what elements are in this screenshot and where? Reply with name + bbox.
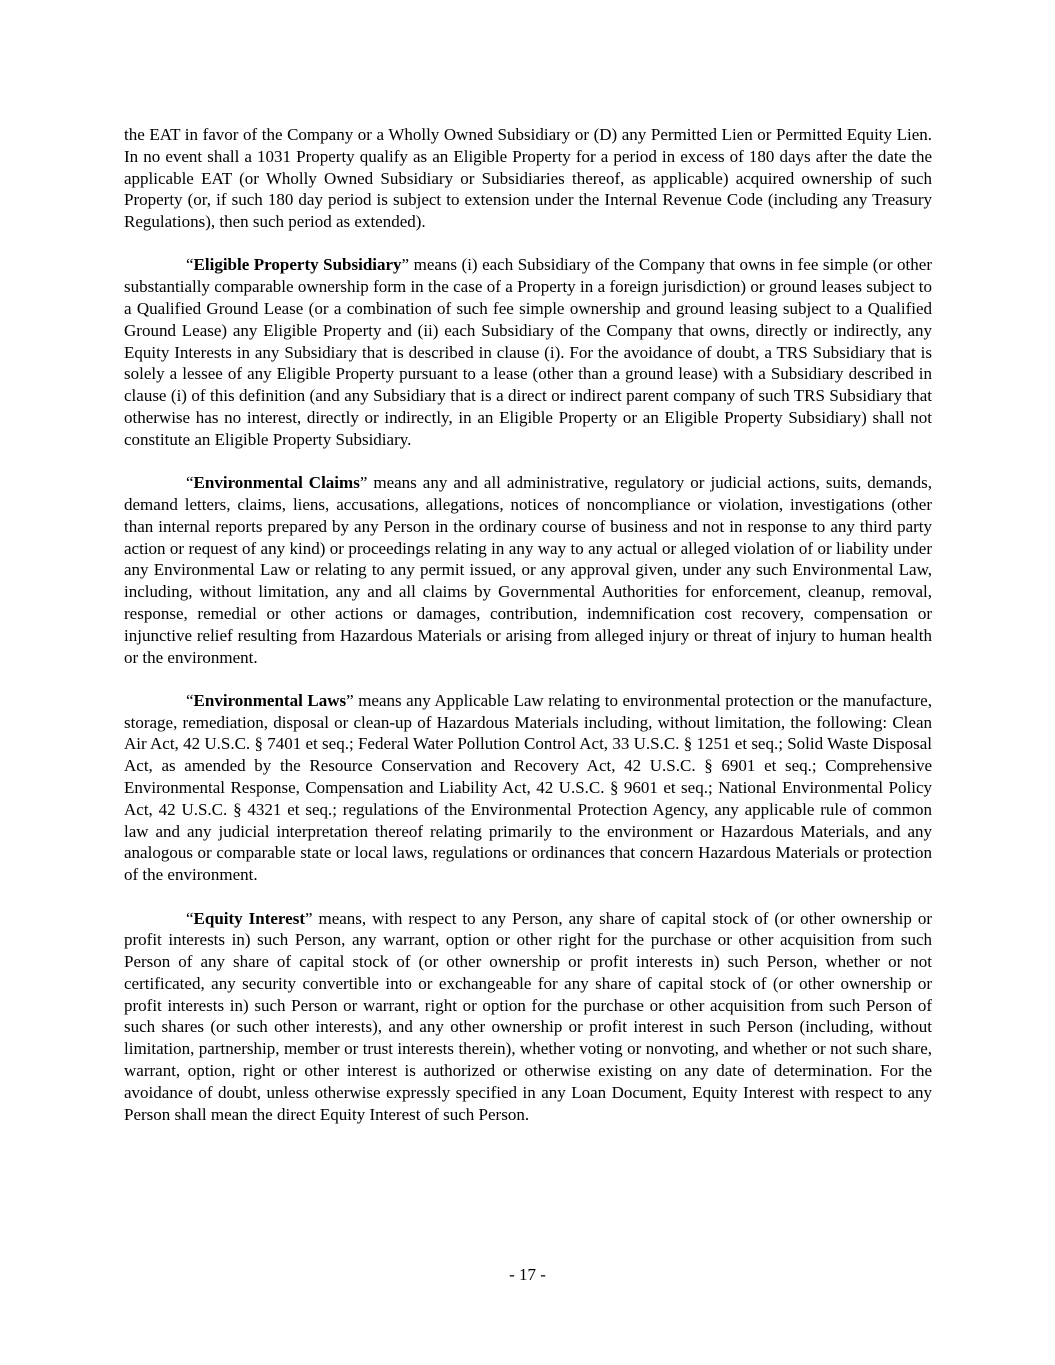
document-body bbox=[124, 124, 932, 1147]
definition-text: ” means any and all administrative, regulatory or judicial actions, suits, demands, demand letters, claims, liens, accusations, allegations, notices of noncompliance or violation, investigations (other than internal reports prepared by any Person in the ordinary course of business and not in response to any third party action or request of any kind) or proceedings relating in any way to any actual or alleged violation of or liability under any Environmental Law or relating to any permit issued, or any approval given, under any such Environmental Law, including, without limitation, any and all claims by Governmental Authorities for enforcement, cleanup, removal, response, remedial or other actions or damages, contribution, indemnification cost recovery, compensation or injunctive relief resulting from Hazardous Materials or arising from alleged injury or threat of injury to human health or the environment. bbox=[124, 473, 932, 667]
defined-term: Environmental Laws bbox=[193, 690, 347, 710]
defined-term: Eligible Property Subsidiary bbox=[193, 255, 402, 275]
open-quote: “ bbox=[186, 473, 194, 493]
open-quote: “ bbox=[186, 908, 194, 928]
definition-text: ” means, with respect to any Person, any share of capital stock of (or other ownership or profit interests in) such Person, any warrant, option or other right for the purchase or other acquisition from such Person of any share of capital stock of (or other ownership or profit interests in) such Person, whether or not certificated, any security convertible into or exchangeable for any share of capital stock of (or other ownership or profit interests in) such Person or warrant, right or option for the purchase or other acquisition from such Person of such shares (or such other interests), and any other ownership or profit interest in such Person (including, without limitation, partnership, member or trust interests therein), whether voting or nonvoting, and whether or not such share, warrant, option, right or other interest is authorized or otherwise existing on any date of determination. For the avoidance of doubt, unless otherwise expressly specified in any Loan Document, Equity Interest with respect to any Person shall mean the direct Equity Interest of such Person. bbox=[124, 908, 932, 1124]
definition-text: ” means (i) each Subsidiary of the Company that owns in fee simple (or other substantially comparable ownership form in the case of a Property in a foreign jurisdiction) or ground leases subject to a Qualified Ground Lease (or a combination of such fee simple ownership and ground leasing subject to a Qualified Ground Lease) any Eligible Property and (ii) each Subsidiary of the Company that owns, directly or indirectly, any Equity Interests in any Subsidiary that is described in clause (i). For the avoidance of doubt, a TRS Subsidiary that is solely a lessee of any Eligible Property pursuant to a lease (other than a ground lease) with a Subsidiary described in clause (i) of this definition (and any Subsidiary that is a direct or indirect parent company of such TRS Subsidiary that otherwise has no interest, directly or indirectly, in an Eligible Property or an Eligible Property Subsidiary) shall not constitute an Eligible Property Subsidiary. bbox=[124, 255, 932, 449]
open-quote: “ bbox=[186, 255, 194, 275]
definition-environmental-laws bbox=[124, 690, 932, 886]
definition-text: ” means any Applicable Law relating to environmental protection or the manufacture, storage, remediation, disposal or clean-up of Hazardous Materials including, without limitation, the following: Clean Air Act, 42 U.S.C. § 7401 et seq.; Federal Water Pollution Control Act, 33 U.S.C. § 1251 et seq.; Solid Waste Disposal Act, as amended by the Resource Conservation and Recovery Act, 42 U.S.C. § 6901 et seq.; Comprehensive Environmental Response, Compensation and Liability Act, 42 U.S.C. § 9601 et seq.; National Environmental Policy Act, 42 U.S.C. § 4321 et seq.; regulations of the Environmental Protection Agency, any applicable rule of common law and any judicial interpretation thereof relating primarily to the environment or Hazardous Materials, and any analogous or comparable state or local laws, regulations or ordinances that concern Hazardous Materials or protection of the environment. bbox=[124, 690, 932, 885]
defined-term: Environmental Claims bbox=[193, 473, 360, 493]
definition-equity-interest bbox=[124, 908, 932, 1126]
open-quote: “ bbox=[186, 690, 194, 710]
page-number: - 17 - bbox=[509, 1265, 546, 1284]
definition-environmental-claims bbox=[124, 472, 932, 668]
defined-term: Equity Interest bbox=[193, 908, 305, 928]
definition-eligible-property-subsidiary bbox=[124, 254, 932, 450]
continuation-paragraph: the EAT in favor of the Company or a Wholly Owned Subsidiary or (D) any Permitted Lien or Permitted Equity Lien. In no event shall a 1031 Property qualify as an Eligible Property for a period in excess of 180 days after the date the applicable EAT (or Wholly Owned Subsidiary or Subsidiaries thereof, as applicable) acquired ownership of such Property (or, if such 180 day period is subject to extension under the Internal Revenue Code (including any Treasury Regulations), then such period as extended). bbox=[124, 125, 932, 232]
